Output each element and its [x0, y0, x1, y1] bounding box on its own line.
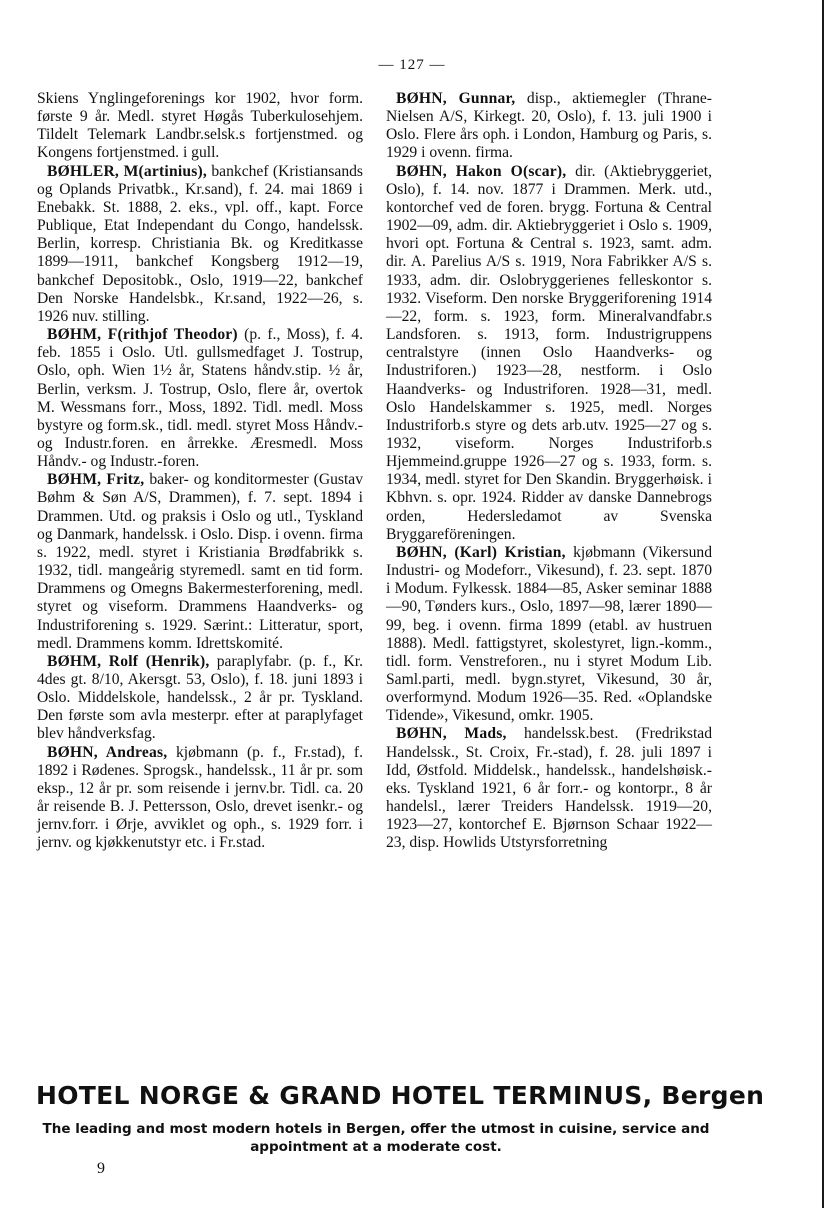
entry [37, 653, 363, 744]
entry-text: kjøbmann (p. f., Fr.stad), f. 1892 i Rødenes. Sprogsk., handelssk., 11 år pr. som eksp., 12 år pr. som reisende i jernv.br. Tidl. ca. 20 år reisende B. J. Pettersson, Oslo, drevet isenkr.- og jernv.forr. i Ørje, avviklet og oph., s. 1929 forr. i jernv. og kjøkkenutstyr etc. i Fr.stad. [37, 743, 363, 852]
advert-subtitle: The leading and most modern hotels in Bergen, offer the utmost in cuisine, service and appointment at a moderate cost. [42, 1121, 710, 1155]
advert-title: HOTEL NORGE & GRAND HOTEL TERMINUS, Bergen [36, 1081, 765, 1110]
entry [386, 725, 712, 852]
entry-head: BØHM, F(rithjof Theodor) [47, 326, 238, 344]
entry-head: BØHLER, M(artinius), [47, 162, 207, 180]
entry-text: paraplyfabr. (p. f., Kr. 4des gt. 8/10, Akersgt. 53, Oslo), f. 18. juni 1893 i Oslo. Middelskole, handelssk., 2 år pr. Tyskland. Den første som avla mesterpr. efter at paraplyfaget blev håndverksfag. [37, 652, 363, 743]
page-number: — 127 — [378, 57, 446, 73]
entry [386, 544, 712, 726]
entry [386, 90, 712, 163]
entry-head: BØHM, Fritz, [47, 471, 145, 489]
entry [37, 326, 363, 471]
signature-mark: 9 [97, 1160, 105, 1177]
entry-text: baker- og konditormester (Gustav Bøhm & Søn A/S, Drammen), f. 7. sept. 1894 i Drammen. Utd. og praksis i Oslo og utl., Tyskland og Danmark, handelssk. i Oslo. Disp. i ovenn. firma s. 1922, medl. styret i Kristiania Brødfabrikk s. 1932, tidl. mangeårig styremedl. samt en tid form. Drammens og Omegns Bakermesterforening, medl. styret og viseform. Drammens Haandverks- og Industriforening s. 1929. Særint.: Litteratur, sport, medl. Drammens komm. Idrettskomité. [37, 471, 363, 652]
entry [37, 471, 363, 653]
entry-head: BØHM, Rolf (Henrik), [47, 652, 210, 670]
entry-text: kjøbmann (Vikersund Industri- og Modeforr., Vikesund), f. 23. sept. 1870 i Modum. Fylkessk. 1884—85, Asker seminar 1888—90, Tønders kurs., Oslo, 1897—98, lærer 1890—99, beg. i ovenn. firma 1899 (etabl. av hustruen 1888). Medl. fattigstyret, skolestyret, lign.-komm., tidl. form. Venstreforen., nu i styret Modum Lib. Saml.parti, medl. bygn.styret, Vikesund, 30 år, overformynd. Modum 1926—35. Red. «Oplandske Tidende», Vikesund, omkr. 1905. [386, 543, 712, 725]
entry-head: BØHN, Hakon O(scar), [396, 162, 567, 180]
entry [37, 90, 363, 163]
entry-head: BØHN, Gunnar, [396, 90, 516, 107]
entry-text: bankchef (Kristiansands og Oplands Privatbk., Kr.sand), f. 24. mai 1869 i Enebakk. St. 1888, 2. eks., vpl. off., kapt. Force Publique, Etat Independant du Congo, handelssk. Berlin, korresp. Christiania Bk. og Kreditkasse 1899—1911, bankchef Kongsberg 1912—19, bankchef Depositobk., Oslo, 1919—22, bankchef Den Norske Handelsbk., Kr.sand, 1922—26, s. 1926 nuv. stilling. [37, 162, 363, 325]
entry-head: BØHN, Andreas, [47, 743, 168, 761]
entry-head: BØHN, Mads, [396, 725, 507, 743]
entry [37, 744, 363, 853]
entry-text: (p. f., Moss), f. 4. feb. 1855 i Oslo. Utl. gullsmedfaget J. Tostrup, Oslo, oph. Wien 1½ år, Statens håndv.stip. ½ år, Berlin, verksm. J. Tostrup, Oslo, flere år, overtok M. Wessmans forr., Moss, 1892. Tidl. medl. Moss bystyre og form.sk., tidl. medl. styret Moss Håndv.- og Industr.foren. en årrekke. Æresmedl. Moss Håndv.- og Industr.-foren. [37, 326, 363, 471]
entry [37, 163, 363, 326]
entry-text: Skiens Ynglingeforenings kor 1902, hvor form. første 9 år. Medl. styret Høgås Tuberkulosehjem. Tildelt Telemark Landbr.selsk.s fortjenstmed. og Kongens fortjenstmed. i gull. [37, 90, 363, 162]
entry [386, 163, 712, 544]
right-column [386, 90, 712, 853]
left-column [37, 90, 363, 853]
entry-head: BØHN, (Karl) Kristian, [396, 543, 566, 561]
entry-text: dir. (Aktiebryggeriet, Oslo), f. 14. nov. 1877 i Drammen. Merk. utd., kontorchef ved de foren. brygg. Fortuna & Central 1902—09, adm. dir. Aktiebryggeriet i Oslo s. 1909, hvori opt. Fortuna & Central s. 1923, samt. adm. dir. A. Parelius A/S s. 1919, Nora Fabrikker A/S s. 1933, adm. dir. Oslobryggerienes felleskontor s. 1932. Viseform. Den norske Bryggeriforening 1914—22, form. s. 1923, form. Mineralvandfabr.s Landsforen. s. 1913, form. Industrigruppens centralstyre (innen Oslo Haandverks- og Industriforen.) 1923—28, nestform. i Oslo Haandverks- og Industriforen. 1928—31, medl. Oslo Handelskammer s. 1925, medl. Norges Industriforb.s styre og dets arb.utv. 1925—27 og s. 1932, viseform. Norges Industriforb.s Hjemmeind.gruppe 1926—27 og s. 1933, form. s. 1934, medl. styret for Den Skandin. Bryggerhøisk. i Kbhvn. s. opr. 1924. Ridder av danske Dannebrogs orden, Hedersledamot av Svenska Bryggareföreningen. [386, 162, 712, 543]
entry-text: handelssk.best. (Fredrikstad Handelssk., St. Croix, Fr.-stad), f. 28. juli 1897 i Idd, Østfold. Middelsk., handelssk., handelshøisk.-eks. Tyskland 1921, 6 år forr.- og kontorpr., 8 år handelsl., lærer Treiders Handelssk. 1919—20, 1923—27, kontorchef E. Bjørnson Schaar 1922—23, disp. Howlids Utstyrsforretning [386, 725, 712, 852]
entry-text: disp., aktiemegler (Thrane-Nielsen A/S, Kirkegt. 20, Oslo), f. 13. juli 1900 i Oslo. Flere års oph. i London, Hamburg og Paris, s. 1929 i ovenn. firma. [386, 90, 712, 162]
